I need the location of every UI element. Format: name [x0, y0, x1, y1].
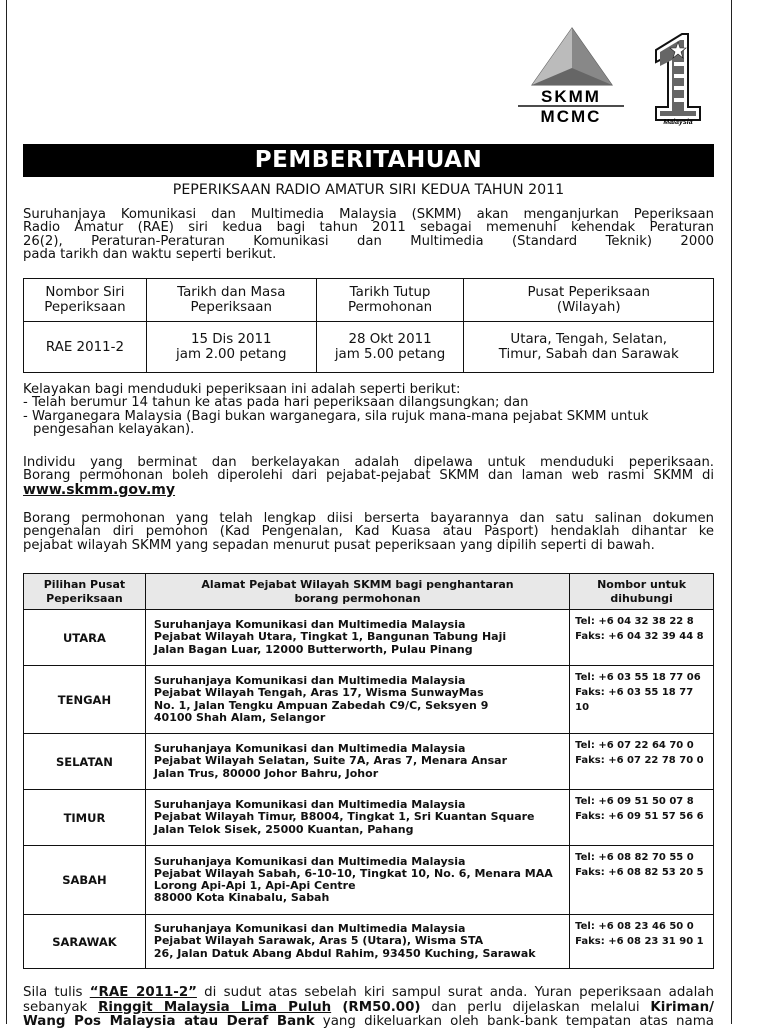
footer-paragraph	[23, 986, 714, 1030]
header-cell: Tarikh dan Masa Peperiksaan	[146, 279, 316, 322]
table-header-row	[24, 574, 714, 610]
region-cell: TIMUR	[24, 790, 146, 846]
logo-malaysia-text: Malaysia	[663, 119, 693, 126]
table-cell: 15 Dis 2011 jam 2.00 petang	[146, 322, 316, 373]
address-cell: Suruhanjaya Komunikasi dan Multimedia Malaysia Pejabat Wilayah Selatan, Suite 7A, Aras 7, Menara Ansar Jalan Trus, 80000 Johor Bahru, Johor	[145, 734, 569, 790]
footer-line: Sila tulis “RAE 2011-2” di sudut atas sebelah kiri sampul surat anda. Yuran peperiksaan adalah	[23, 985, 714, 1000]
table-cell: 28 Okt 2011 jam 5.00 petang	[316, 322, 464, 373]
eligibility-line: pengesahan kelayakan).	[33, 421, 195, 437]
submission-paragraph	[23, 512, 714, 552]
office-address-table	[23, 573, 714, 969]
intro-line: 26(2), Peraturan-Peraturan Komunikasi dan Multimedia (Standard Teknik) 2000	[23, 233, 714, 249]
address-cell: Suruhanjaya Komunikasi dan Multimedia Malaysia Pejabat Wilayah Timur, B8004, Tingkat 1, Sri Kuantan Square Jalan Telok Sisek, 25000 Kuantan, Pahang	[145, 790, 569, 846]
subtitle: PEPERIKSAAN RADIO AMATUR SIRI KEDUA TAHUN 2011	[172, 182, 565, 198]
header-cell: Tarikh Tutup Permohonan	[316, 279, 464, 322]
contact-cell: Tel: +6 07 22 64 70 0 Faks: +6 07 22 78 70 0	[570, 734, 714, 790]
header-cell: Nombor untuk dihubungi	[570, 574, 714, 610]
header-cell: Nombor Siri Peperiksaan	[24, 279, 147, 322]
header-cell: Pusat Peperiksaan (Wilayah)	[464, 279, 714, 322]
contact-cell: Tel: +6 08 23 46 50 0 Faks: +6 08 23 31 90 1	[570, 915, 714, 969]
table-row	[24, 790, 714, 846]
table-cell: Utara, Tengah, Selatan, Timur, Sabah dan Sarawak	[464, 322, 714, 373]
logo-mcmc-text: MCMC	[540, 107, 602, 126]
logo-skmm-text: SKMM	[541, 87, 601, 106]
submission-line: Borang permohonan yang telah lengkap diisi berserta bayarannya dan satu salinan dokumen	[23, 511, 714, 526]
skmm-logo-icon	[510, 22, 730, 127]
region-cell: UTARA	[24, 610, 146, 666]
address-cell: Suruhanjaya Komunikasi dan Multimedia Malaysia Pejabat Wilayah Sabah, 6-10-10, Tingkat 10, No. 6, Menara MAA Lorong Api-Api 1, Api-Api Centre 88000 Kota Kinabalu, Sabah	[145, 846, 569, 915]
exam-schedule-table	[23, 278, 714, 373]
address-cell: Suruhanjaya Komunikasi dan Multimedia Malaysia Pejabat Wilayah Utara, Tingkat 1, Bangunan Tabung Haji Jalan Bagan Luar, 12000 Butterworth, Pulau Pinang	[145, 610, 569, 666]
region-cell: TENGAH	[24, 666, 146, 734]
contact-cell: Tel: +6 03 55 18 77 06 Faks: +6 03 55 18 77 10	[570, 666, 714, 734]
intro-line: pada tarikh dan waktu seperti berikut.	[23, 246, 277, 262]
invite-paragraph	[23, 456, 714, 498]
eligibility-paragraph	[23, 383, 714, 436]
address-cell: Suruhanjaya Komunikasi dan Multimedia Malaysia Pejabat Wilayah Tengah, Aras 17, Wisma SunwayMas No. 1, Jalan Tengku Ampuan Zabedah C9/C, Seksyen 9 40100 Shah Alam, Selangor	[145, 666, 569, 734]
page-title: PEMBERITAHUAN	[23, 144, 714, 177]
address-cell: Suruhanjaya Komunikasi dan Multimedia Malaysia Pejabat Wilayah Sarawak, Aras 5 (Utara), Wisma STA 26, Jalan Datuk Abang Abdul Rahim, 93450 Kuching, Sarawak	[145, 915, 569, 969]
table-row	[24, 846, 714, 915]
contact-cell: Tel: +6 08 82 70 55 0 Faks: +6 08 82 53 20 5	[570, 846, 714, 915]
table-row	[24, 666, 714, 734]
invite-line: Borang permohonan boleh diperolehi dari pejabat-pejabat SKMM dan laman web rasmi SKMM di	[23, 468, 714, 484]
eligibility-line: - Warganegara Malaysia (Bagi bukan warganegara, sila rujuk mana-mana pejabat SKMM untuk	[23, 408, 649, 424]
table-header-row	[24, 279, 714, 322]
region-cell: SARAWAK	[24, 915, 146, 969]
intro-line: Suruhanjaya Komunikasi dan Multimedia Malaysia (SKMM) akan menganjurkan Peperiksaan	[23, 207, 714, 222]
submission-line: pejabat wilayah SKMM yang sepadan menurut pusat peperiksaan yang dipilih seperti di bawah.	[23, 537, 655, 553]
table-row	[24, 610, 714, 666]
region-cell: SELATAN	[24, 734, 146, 790]
contact-cell: Tel: +6 09 51 50 07 8 Faks: +6 09 51 57 56 6	[570, 790, 714, 846]
contact-cell: Tel: +6 04 32 38 22 8 Faks: +6 04 32 39 44 8	[570, 610, 714, 666]
table-row	[24, 322, 714, 373]
submission-line: pengenalan diri pemohon (Kad Pengenalan, Kad Kuasa atau Pasport) hendaklah dihantar ke	[23, 524, 714, 540]
header-cell: Alamat Pejabat Wilayah SKMM bagi penghantaran borang permohonan	[145, 574, 569, 610]
region-cell: SABAH	[24, 846, 146, 915]
table-row	[24, 734, 714, 790]
intro-line: Radio Amatur (RAE) siri kedua bagi tahun 2011 sebagai memenuhi kehendak Peraturan	[23, 220, 714, 236]
table-row	[24, 915, 714, 969]
eligibility-line: Kelayakan bagi menduduki peperiksaan ini adalah seperti berikut:	[23, 382, 461, 397]
website-link[interactable]: www.skmm.gov.my	[23, 481, 176, 498]
footer-line: Wang Pos Malaysia atau Deraf Bank yang dikeluarkan oleh bank-bank tempatan atas nama	[23, 1014, 714, 1029]
eligibility-line: - Telah berumur 14 tahun ke atas pada hari peperiksaan dilangsungkan; dan	[23, 395, 529, 411]
table-cell: RAE 2011-2	[24, 322, 147, 373]
header-cell: Pilihan Pusat Peperiksaan	[24, 574, 146, 610]
invite-line: Individu yang berminat dan berkelayakan adalah dipelawa untuk menduduki peperiksaan.	[23, 455, 714, 470]
intro-paragraph	[23, 208, 714, 261]
logo-area	[510, 22, 730, 127]
footer-line: sebanyak Ringgit Malaysia Lima Puluh (RM50.00) dan perlu dijelaskan melalui Kiriman/	[23, 999, 714, 1015]
